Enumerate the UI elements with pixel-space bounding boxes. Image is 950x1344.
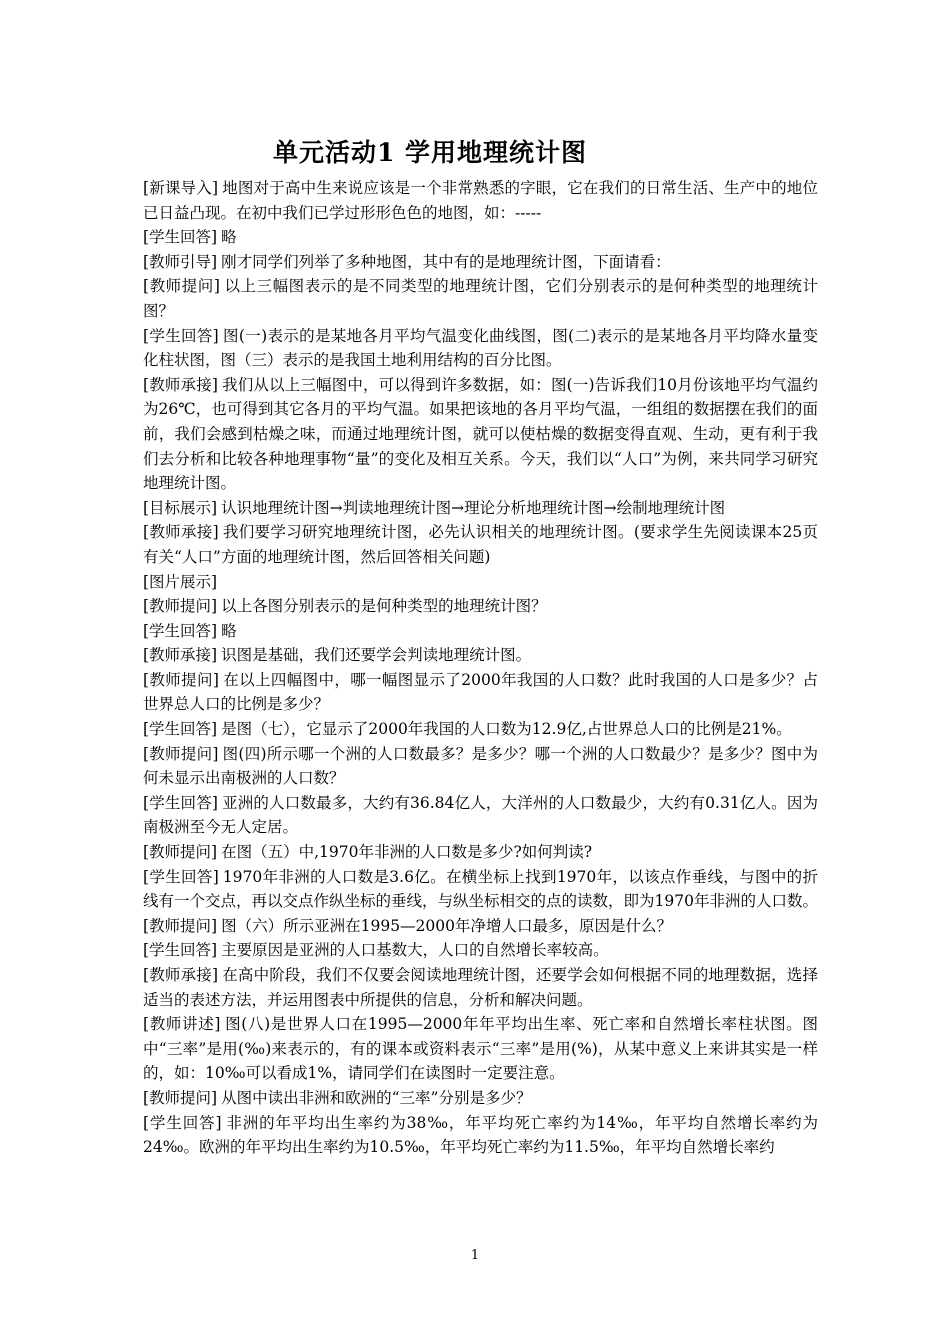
speaker-tag: [教师讲述] [143,1015,221,1034]
speaker-tag: [教师提问] [143,744,219,763]
speaker-tag: [教师承接] [143,646,218,665]
dialogue-paragraph [143,938,818,963]
speaker-tag: [教师提问] [143,597,218,616]
paragraph-text: 主要原因是亚洲的人口基数大，人口的自然增长率较高。 [221,941,609,960]
speaker-tag: [学生回答] [143,941,218,960]
speaker-tag: [教师提问] [143,277,220,296]
dialogue-paragraph [143,717,818,742]
dialogue-paragraph [143,1012,818,1086]
dialogue-paragraph [143,520,818,569]
paragraph-text: 我们从以上三幅图中，可以得到许多数据，如：图(一)告诉我们10月份该地平均气温约为26℃，也可得到其它各月的平均气温。如果把该地的各月平均气温，一组组的数据摆在我们的面前，我们会感到枯燥之味，而通过地理统计图，就可以使枯燥的数据变得直观、生动，更有利于我们去分析和比较各种地理事物“量”的变化及相互关系。今天，我们以“人口”为例，来共同学习研究地理统计图。 [143,375,818,493]
speaker-tag: [教师提问] [143,843,218,862]
speaker-tag: [教师承接] [143,523,219,542]
dialogue-paragraph [143,594,818,619]
dialogue-paragraph [143,176,818,225]
paragraph-text: 图(四)所示哪一个洲的人口数最多？是多少？哪一个洲的人口数最少？是多少？图中为何未显示出南极洲的人口数？ [143,744,818,788]
speaker-tag: [学生回答] [143,228,218,247]
document-title: 单元活动1 学用地理统计图 [272,138,588,167]
paragraph-text: 1970年非洲的人口数是3.6亿。在横坐标上找到1970年，以该点作垂线，与图中的折线有一个交点，再以交点作纵坐标的垂线，与纵坐标相交的点的读数，即为1970年非洲的人口数。 [143,867,818,911]
speaker-tag: [教师提问] [143,1088,218,1107]
speaker-tag: [学生回答] [143,720,218,739]
paragraph-text: 地图对于高中生来说应该是一个非常熟悉的字眼，它在我们的日常生活、生产中的地位已日益凸现。在初中我们已学过形形色色的地图，如：----- [143,179,818,222]
speaker-tag: [目标展示] [143,498,218,517]
paragraph-text: 以上三幅图表示的是不同类型的地理统计图，它们分别表示的是何种类型的地理统计图？ [143,277,818,320]
dialogue-paragraph [143,324,818,373]
paragraph-text: 图（六）所示亚洲在1995—2000年净增人口最多，原因是什么？ [221,916,673,935]
paragraph-text: 认识地理统计图→判读地理统计图→理论分析地理统计图→绘制地理统计图 [221,498,726,517]
dialogue-paragraph [143,1111,818,1160]
speaker-tag: [教师提问] [143,670,219,689]
dialogue-paragraph [143,914,818,939]
dialogue-paragraph [143,963,818,1012]
speaker-tag: [教师提问] [143,916,218,935]
speaker-tag: [学生回答] [143,793,218,812]
dialogue-paragraph [143,496,818,521]
paragraph-text: 从图中读出非洲和欧洲的“三率”分别是多少？ [221,1088,532,1107]
paragraph-text: 我们要学习研究地理统计图，必先认识相关的地理统计图。(要求学生先阅读课本25页有关“人口”方面的地理统计图，然后回答相关问题) [143,523,818,566]
paragraph-text: 亚洲的人口数最多，大约有36.84亿人，大洋州的人口数最少，大约有0.31亿人。因为南极洲至今无人定居。 [143,793,818,837]
dialogue-paragraph [143,225,818,250]
dialogue-paragraph [143,840,818,865]
paragraph-text: 略 [221,228,237,247]
dialogue-paragraph [143,274,818,323]
speaker-tag: [教师承接] [143,375,218,394]
paragraph-text: 图(八)是世界人口在1995—2000年年平均出生率、死亡率和自然增长率柱状图。图中“三率”是用(‰)来表示的，有的课本或资料表示“三率”是用(%)，从某中意义上来讲其实是一样的，如：10‰可以看成1%，请同学们在读图时一定要注意。 [143,1015,818,1083]
speaker-tag: [学生回答] [143,1113,222,1132]
dialogue-paragraph [143,570,818,595]
paragraph-text: 刚才同学们列举了多种地图，其中有的是地理统计图，下面请看： [221,252,671,271]
speaker-tag: [学生回答] [143,867,219,886]
paragraph-text: 在高中阶段，我们不仅要会阅读地理统计图，还要学会如何根据不同的地理数据，选择适当的表述方法，并运用图表中所提供的信息，分析和解决问题。 [143,966,818,1009]
paragraph-text: 图(一)表示的是某地各月平均气温变化曲线图，图(二)表示的是某地各月平均降水量变化柱状图，图（三）表示的是我国土地利用结构的百分比图。 [143,326,818,370]
paragraph-text: 在图（五）中,1970年非洲的人口数是多少?如何判读? [221,843,593,862]
dialogue-paragraph [143,373,818,496]
paragraph-text: 识图是基础，我们还要学会判读地理统计图。 [221,646,532,665]
paragraph-text: 略 [221,621,237,640]
paragraph-text: 在以上四幅图中，哪一幅图显示了2000年我国的人口数？此时我国的人口是多少？占世界总人口的比例是多少？ [143,670,818,714]
speaker-tag: [新课导入] [143,179,219,197]
page-number: 1 [470,1248,480,1263]
speaker-tag: [教师承接] [143,966,219,984]
dialogue-paragraph [143,643,818,668]
dialogue-paragraph [143,619,818,644]
speaker-tag: [学生回答] [143,326,219,345]
paragraph-text: 非洲的年平均出生率约为38‰，年平均死亡率约为14‰，年平均自然增长率约为24‰。欧洲的年平均出生率约为10.5‰，年平均死亡率约为11.5‰，年平均自然增长率约 [143,1113,818,1157]
dialogue-paragraph [143,865,818,914]
speaker-tag: [教师引导] [143,252,218,271]
document-body [143,176,818,1160]
paragraph-text: 是图（七），它显示了2000年我国的人口数为12.9亿,占世界总人口的比例是21%。 [221,720,792,739]
speaker-tag: [图片展示] [143,572,218,591]
paragraph-text: 以上各图分别表示的是何种类型的地理统计图？ [221,597,547,616]
speaker-tag: [学生回答] [143,621,218,640]
dialogue-paragraph [143,250,818,275]
dialogue-paragraph [143,742,818,791]
dialogue-paragraph [143,791,818,840]
dialogue-paragraph [143,1086,818,1111]
dialogue-paragraph [143,668,818,717]
